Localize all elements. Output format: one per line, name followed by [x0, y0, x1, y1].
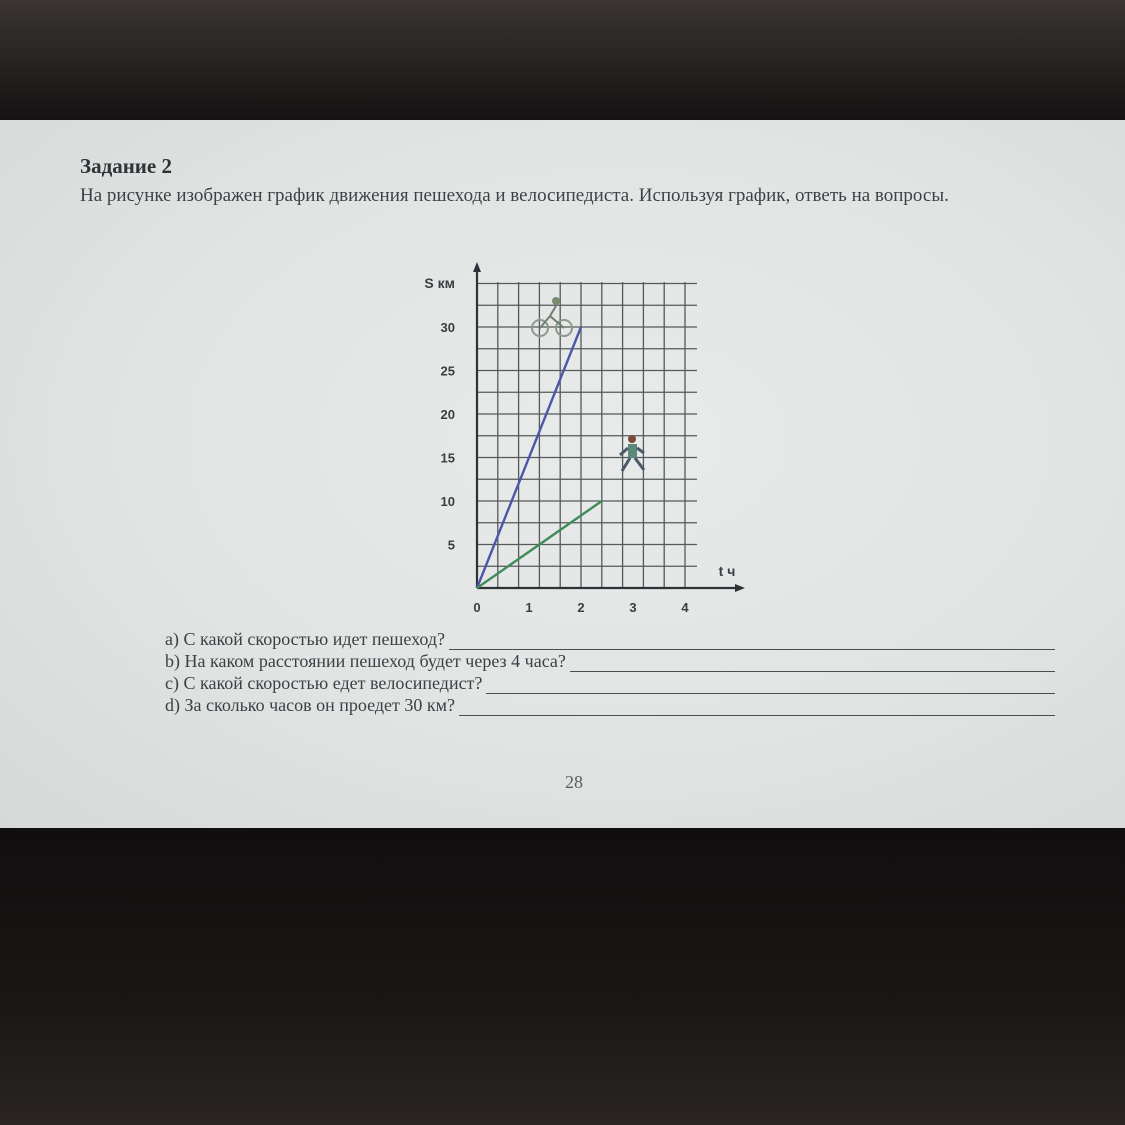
y-axis-arrow [473, 262, 481, 272]
monitor-bezel-top [0, 0, 1125, 120]
question-text: d) За сколько часов он проедет 30 км? [165, 695, 456, 715]
answer-line[interactable] [570, 655, 1055, 672]
answer-line[interactable] [459, 699, 1055, 716]
question-text: а) С какой скоростью идет пешеход? [165, 629, 446, 649]
x-axis-arrow [735, 584, 745, 592]
answer-line[interactable] [486, 677, 1055, 694]
x-axis-label: t ч [718, 563, 736, 579]
question-c [165, 672, 1055, 694]
page-number: 28 [565, 772, 583, 792]
questions-list [165, 628, 1055, 716]
y-tick-label: 5 [447, 537, 455, 553]
y-tick-label: 25 [440, 363, 455, 379]
chart-axes [473, 262, 745, 592]
x-tick-label: 3 [629, 600, 637, 615]
question-d [165, 694, 1055, 716]
monitor-bezel-bottom [0, 828, 1125, 1125]
chart-labels [424, 275, 735, 615]
pedestrian-icon [620, 435, 644, 471]
x-tick-label: 0 [473, 600, 481, 615]
chart-grid [477, 282, 697, 588]
question-a [165, 628, 1055, 650]
motion-chart [405, 260, 765, 630]
x-tick-label: 4 [681, 600, 689, 615]
workbook-page [0, 120, 1125, 828]
y-tick-label: 30 [440, 320, 455, 335]
task-description: На рисунке изображен график движения пешехода и велосипедиста. Используя график, ответь на вопросы. [80, 185, 949, 206]
question-b [165, 650, 1055, 672]
x-tick-label: 2 [577, 600, 585, 615]
question-text: b) На каком расстоянии пешеход будет через 4 часа? [165, 651, 566, 671]
y-tick-label: 10 [440, 494, 455, 509]
cyclist-icon [532, 297, 572, 336]
y-tick-label: 20 [440, 407, 455, 422]
x-tick-label: 1 [525, 600, 533, 615]
question-text: с) С какой скоростью едет велосипедист? [165, 673, 483, 693]
y-axis-label: S км [424, 275, 455, 291]
y-tick-label: 15 [440, 450, 455, 466]
task-title: Задание 2 [80, 154, 172, 178]
answer-line[interactable] [449, 633, 1055, 650]
